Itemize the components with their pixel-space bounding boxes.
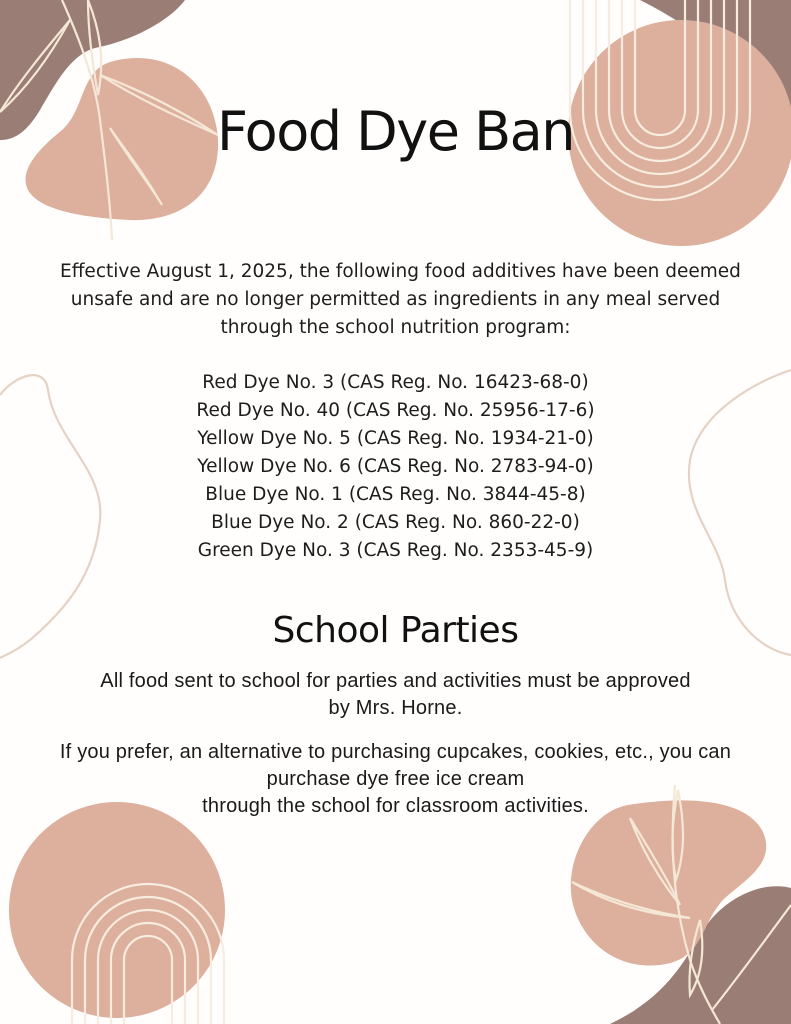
- intro-line: Effective August 1, 2025, the following food additives have been deemed: [60, 261, 741, 282]
- dye-list-item: Green Dye No. 3 (CAS Reg. No. 2353-45-9): [197, 540, 594, 561]
- approval-line: by Mrs. Horne.: [328, 697, 463, 719]
- intro-paragraph: [60, 258, 741, 342]
- dye-list-item: Red Dye No. 3 (CAS Reg. No. 16423-68-0): [202, 372, 589, 393]
- intro-line: through the school nutrition program:: [220, 317, 571, 338]
- approval-paragraph: [20, 668, 771, 722]
- dye-list-item: Blue Dye No. 2 (CAS Reg. No. 860-22-0): [211, 512, 580, 533]
- alternative-paragraph: [20, 739, 771, 820]
- approval-line: All food sent to school for parties and activities must be approved: [100, 670, 691, 692]
- alternative-line: If you prefer, an alternative to purchasing cupcakes, cookies, etc., you can: [59, 741, 732, 763]
- bottom-left-blush-circle: [9, 802, 225, 1018]
- banned-dye-list: [0, 369, 791, 565]
- alternative-line: purchase dye free ice cream: [266, 768, 525, 790]
- dye-list-item: Blue Dye No. 1 (CAS Reg. No. 3844-45-8): [205, 484, 586, 505]
- alternative-line: through the school for classroom activities.: [202, 795, 589, 817]
- dye-list-item: Red Dye No. 40 (CAS Reg. No. 25956-17-6): [196, 400, 595, 421]
- intro-line: unsafe and are no longer permitted as ingredients in any meal served: [70, 289, 721, 310]
- dye-list-item: Yellow Dye No. 6 (CAS Reg. No. 2783-94-0): [197, 456, 594, 477]
- page-title: Food Dye Ban: [217, 100, 574, 163]
- section-title: School Parties: [272, 610, 519, 651]
- dye-list-item: Yellow Dye No. 5 (CAS Reg. No. 1934-21-0): [197, 428, 594, 449]
